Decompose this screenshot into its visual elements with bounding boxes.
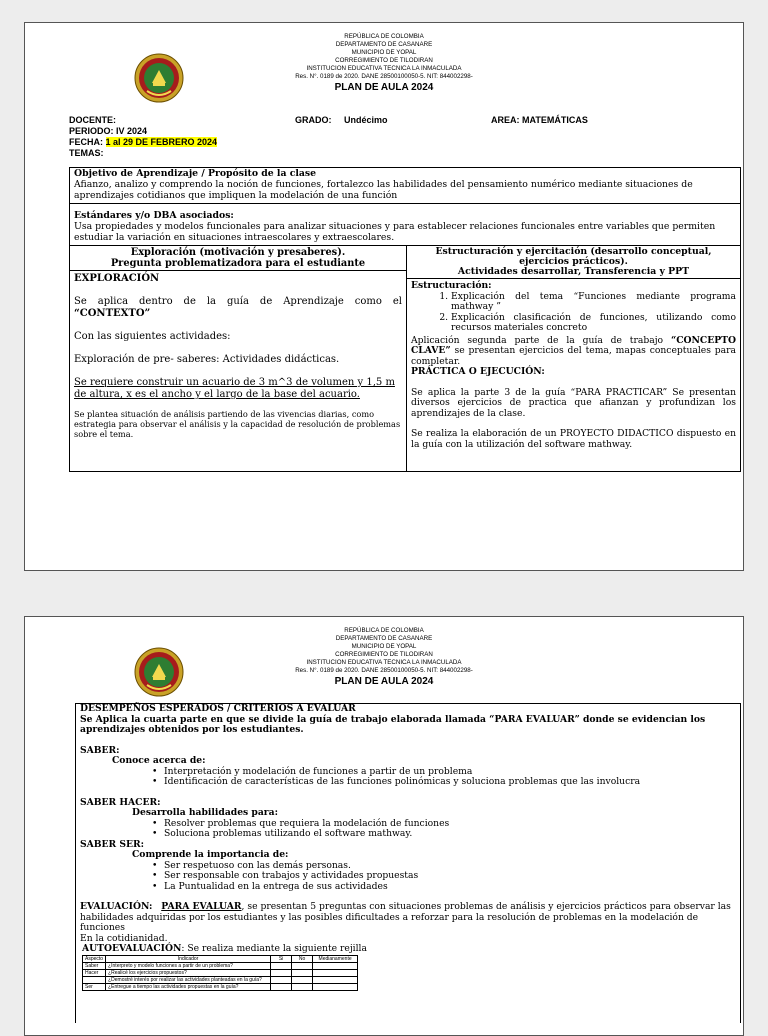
page-2 [24, 616, 744, 1036]
grid-header: No [292, 955, 313, 962]
exploration-paragraph [74, 296, 402, 320]
standards-title: Estándares y/o DBA asociados: [74, 210, 234, 221]
autoeval-text: : Se realiza mediante la siguiente rejilla [181, 943, 367, 954]
list-item: • Resolver problemas que requiera la modelación de funciones [164, 819, 736, 830]
grid-cell-no[interactable] [292, 962, 313, 969]
autoeval-grid [82, 955, 358, 991]
grid-header-row [83, 955, 358, 962]
header-line: INSTITUCION EDUCATIVA TECNICA LA INMACULADA [306, 65, 462, 72]
grid-cell-si[interactable] [271, 983, 292, 990]
structuring-header-line: Actividades desarrollar, Transferencia y PPT [457, 266, 690, 277]
standards-section [70, 204, 740, 246]
header-line: DEPARTAMENTO DE CASANARE [335, 635, 433, 642]
page-1 [24, 22, 744, 571]
school-crest-logo [134, 53, 184, 103]
header-line: Res. N°. 0189 de 2020. DANE 28500100050-5. NIT: 844002298- [295, 73, 473, 80]
grid-cell-si[interactable] [271, 962, 292, 969]
header-line: MUNICIPIO DE YOPAL [351, 643, 417, 650]
activity-columns [70, 246, 740, 471]
ser-list [80, 861, 736, 893]
structuring-header-line: Estructuración y ejercitación (desarrollo conceptual, ejercicios prácticos). [435, 246, 712, 267]
grado-value: Undécimo [344, 115, 388, 125]
section-title: DESEMPEÑOS ESPERADOS / CRITERIOS A EVALUAR [80, 703, 356, 714]
structuring-text: se presentan ejercicios del tema, mapas conceptuales para completar. [411, 345, 736, 367]
grid-aspect: Ser [83, 983, 106, 990]
grado-label: GRADO: [295, 115, 332, 125]
problem-statement: Se requiere construir un acuario de 3 m^3 de volumen y 1,5 m de altura, x es el ancho y el largo de la base del acuario. [74, 377, 395, 400]
grid-cell-si[interactable] [271, 969, 292, 976]
header-line: REPÚBLICA DE COLOMBIA [344, 33, 424, 40]
grid-indicator: ¿Interpreto y modelo funciones a partir de un problema? [106, 962, 271, 969]
grid-cell-medianamente[interactable] [313, 976, 358, 983]
grid-cell-medianamente[interactable] [313, 983, 358, 990]
project-paragraph: Se realiza la elaboración de un PROYECTO DIDACTICO dispuesto en la guía con la utilización del software mathway. [411, 428, 736, 450]
objective-title: Objetivo de Aprendizaje / Propósito de la clase [74, 168, 317, 179]
practice-title: PRÁCTICA O EJECUCIÓN: [411, 366, 545, 377]
objective-text: Afianzo, analizo y comprendo la noción de funciones, fortalezco las habilidades del pensamiento numérico mediante situaciones de aprendizajes cotidianos que impliquen la modelación de una función [74, 179, 693, 201]
structuring-text: Aplicación segunda parte de la guía de trabajo [411, 334, 671, 346]
exploration-text: Se aplica dentro de la guía de Aprendizaje como el [74, 296, 402, 307]
evaluation-text-2: En la cotidianidad. [80, 932, 168, 944]
structuring-list [411, 292, 736, 334]
ser-sub: Comprende la importancia de: [132, 849, 289, 860]
practice-paragraph: Se aplica la parte 3 de la guía “PARA PRACTICAR” Se presentan diversos ejercicios de practica que afianzan y profundizan los aprendizajes de la clase. [411, 386, 736, 419]
fecha-row [69, 137, 217, 148]
autoeval-paragraph [80, 944, 736, 955]
grid-indicator: ¿Demostré interés por realizar las actividades planteadas en la guía? [106, 976, 271, 983]
hacer-heading: SABER HACER: [80, 796, 161, 808]
grid-indicator: ¿Entregue a tiempo las actividades propuestas en la guía? [106, 983, 271, 990]
list-item: • Ser respetuoso con las demás personas. [164, 861, 736, 872]
table-row [83, 962, 358, 969]
list-item: • La Puntualidad en la entrega de sus actividades [164, 882, 736, 893]
grado-row [295, 115, 388, 126]
saber-list [80, 767, 736, 788]
header-line: REPÚBLICA DE COLOMBIA [344, 627, 424, 634]
header-line: MUNICIPIO DE YOPAL [351, 49, 417, 56]
exploration-title: EXPLORACIÓN [74, 273, 160, 284]
grid-header: Medianamente [313, 955, 358, 962]
plan-table [69, 167, 741, 472]
exploration-header [70, 246, 406, 271]
grid-header: Aspecto [83, 955, 106, 962]
letterhead [25, 627, 743, 688]
structuring-body [407, 279, 740, 452]
school-crest-logo [134, 647, 184, 697]
exploration-header-line: Exploración (motivación y presaberes). [130, 247, 346, 258]
grid-cell-si[interactable] [271, 976, 292, 983]
structuring-header [407, 246, 740, 279]
list-item: • Ser responsable con trabajos y actividades propuestas [164, 871, 736, 882]
fecha-value: 1 al 29 DE FEBRERO 2024 [105, 137, 218, 147]
hacer-list [80, 819, 736, 840]
exploration-paragraph: Exploración de pre- saberes: Actividades didácticas. [74, 354, 340, 365]
grid-cell-no[interactable] [292, 969, 313, 976]
list-item: 1. Explicación del tema “Funciones mediante programa mathway ” [451, 292, 736, 313]
grid-cell-no[interactable] [292, 983, 313, 990]
list-item: • Interpretación y modelación de funciones a partir de un problema [164, 767, 736, 778]
grid-aspect: Saber [83, 962, 106, 969]
evaluation-label: EVALUACIÓN: [80, 901, 153, 912]
saber-heading: SABER: [80, 744, 120, 756]
fecha-label: FECHA: [69, 137, 106, 147]
evaluation-label-2: PARA EVALUAR [161, 901, 242, 912]
header-line: DEPARTAMENTO DE CASANARE [335, 41, 433, 48]
structuring-paragraph [411, 336, 736, 368]
temas-label: TEMAS: [69, 148, 104, 158]
autoeval-label: AUTOEVALUACIÓN [82, 943, 182, 954]
page-title: PLAN DE AULA 2024 [334, 82, 434, 93]
exploration-column [70, 246, 407, 471]
header-line: Res. N°. 0189 de 2020. DANE 28500100050-5. NIT: 844002298- [295, 667, 473, 674]
grid-header: Si [271, 955, 292, 962]
evaluation-text: , se presentan 5 preguntas con situaciones problemas de análisis y ejercicios prácticos para observar las habilidades adquiridas por los estudiantes y las posibles dificultades a reforzar para la resolución de problemas en la modelación de funciones [80, 901, 731, 933]
header-line: INSTITUCION EDUCATIVA TECNICA LA INMACULADA [306, 659, 462, 666]
grid-header: Indicador [106, 955, 271, 962]
structuring-title: Estructuración: [411, 280, 492, 291]
objective-section [70, 168, 740, 204]
header-line: CORREGIMIENTO DE TILODIRAN [335, 57, 433, 64]
table-row [83, 969, 358, 976]
exploration-paragraph: Se plantea situación de análisis partiendo de las vivencias diarias, como estrategia para observar el análisis y la capacidad de resolución de problemas sobre el tema. [74, 409, 401, 439]
grid-aspect: Hacer [83, 969, 106, 976]
saber-sub: Conoce acerca de: [112, 755, 206, 766]
list-item: 2. Explicación clasificación de funciones, utilizando como recursos materiales concreto [451, 313, 736, 334]
docente-label: DOCENTE: [69, 115, 116, 125]
ser-heading: SABER SER: [80, 838, 145, 850]
table-row [83, 976, 358, 983]
periodo-label: PERIODO: IV 2024 [69, 126, 148, 136]
exploration-body [70, 271, 406, 441]
exploration-context: “CONTEXTO” [74, 308, 151, 319]
list-item: • Identificación de características de las funciones polinómicas y soluciona problemas que las involucra [164, 777, 736, 788]
grid-indicator: ¿Realicé los ejercicios propuestos? [106, 969, 271, 976]
standards-text: Usa propiedades y modelos funcionales para analizar situaciones y para establecer relaciones funcionales entre variables que permiten estudiar la variación en situaciones intraescolares y extraescolares. [74, 221, 716, 243]
hacer-sub: Desarrolla habilidades para: [132, 807, 278, 818]
grid-cell-medianamente[interactable] [313, 962, 358, 969]
section-intro: Se Aplica la cuarta parte en que se divide la guía de trabajo elaborada llamada “PARA EVALUAR” donde se evidencian los aprendizajes obtenidos por los estudiantes. [80, 713, 706, 735]
list-item: • Soluciona problemas utilizando el software mathway. [164, 829, 736, 840]
grid-cell-medianamente[interactable] [313, 969, 358, 976]
exploration-header-line: Pregunta problematizadora para el estudiante [110, 258, 366, 269]
letterhead [25, 33, 743, 94]
area-label: AREA: MATEMÁTICAS [491, 115, 588, 125]
structuring-column [407, 246, 740, 471]
header-line: CORREGIMIENTO DE TILODIRAN [335, 651, 433, 658]
evaluation-section [75, 703, 741, 1023]
evaluation-paragraph [80, 902, 736, 934]
grid-cell-no[interactable] [292, 976, 313, 983]
grid-aspect [83, 976, 106, 983]
table-row [83, 983, 358, 990]
page-title: PLAN DE AULA 2024 [334, 676, 434, 687]
concept-key: “CONCEPTO CLAVE” [411, 334, 736, 356]
exploration-paragraph: Con las siguientes actividades: [74, 331, 231, 342]
